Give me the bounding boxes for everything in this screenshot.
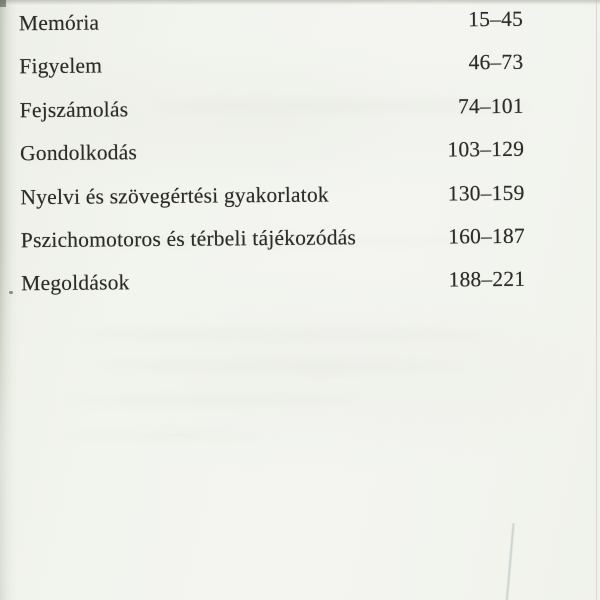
toc-entry-label: Gondolkodás [20,140,138,166]
toc-entry-label: Memória [18,10,100,36]
toc-entry-pages: 188–221 [448,267,526,292]
toc-row [20,128,524,176]
toc-entry-pages: 15–45 [468,6,524,32]
ink-speck [9,291,13,294]
toc-row [21,258,525,306]
page-edge-line-right [596,0,597,600]
toc-entry-pages: 46–73 [468,50,524,75]
toc-entry-label: Megoldások [21,270,130,296]
toc-entry-pages: 160–187 [448,223,525,249]
toc-row [20,85,524,133]
page-edge-shadow-left [0,0,17,600]
bleedthrough-texture [92,361,472,371]
toc-entry-label: Figyelem [19,53,103,79]
toc-row [20,171,524,219]
toc-entry-pages: 74–101 [457,93,524,119]
toc-entry-label: Nyelvi és szövegértési gyakorlatok [20,182,329,209]
scan-scratch [505,523,514,600]
bleedthrough-texture [62,431,262,439]
toc-entry-label: Fejszámolás [19,97,129,122]
toc-row [19,0,523,46]
toc-entry-label: Pszichomotoros és térbeli tájékozódás [20,225,357,253]
table-of-contents [19,0,526,306]
bleedthrough-texture [70,330,500,339]
bleedthrough-texture [62,396,362,405]
toc-row [19,41,523,89]
toc-entry-pages: 103–129 [447,136,525,162]
scan-corner-mark [0,0,6,7]
toc-row [21,215,525,263]
toc-entry-pages: 130–159 [447,180,525,206]
